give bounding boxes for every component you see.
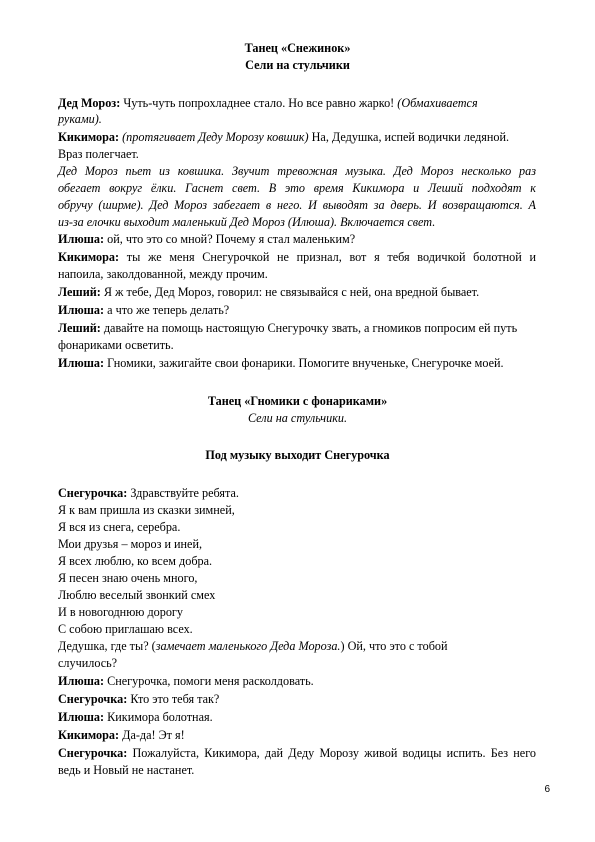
dialogue-line bbox=[58, 746, 536, 761]
poem-line: Мои друзья – мороз и иней, bbox=[58, 537, 203, 551]
page-number: 6 bbox=[544, 784, 550, 795]
speaker-name: Леший: bbox=[58, 321, 101, 335]
stage-direction-line: обегает вокруг ёлки. Гаснет свет. В это время Кикимора и Леший подходят к bbox=[58, 181, 536, 195]
speech-text-continued: ведь и Новый не настанет. bbox=[58, 763, 195, 777]
stage-note: (Обмахивается bbox=[397, 96, 478, 110]
speech-text-continued: напоила, заколдованной, между прочим. bbox=[58, 267, 268, 281]
poem-line: Я песен знаю очень много, bbox=[58, 571, 198, 585]
poem-line: Я всех люблю, ко всем добра. bbox=[58, 554, 213, 568]
speech-text-continued: Враз полегчает. bbox=[58, 147, 139, 161]
speech-text: давайте на помощь настоящую Снегурочку звать, а гномиков попросим ей путь bbox=[100, 321, 518, 335]
dialogue-line bbox=[58, 285, 479, 300]
speech-text: Здравствуйте ребята. bbox=[127, 486, 239, 500]
speech-text: На, Дедушка, испей водички ледяной. bbox=[308, 130, 510, 144]
stage-note: замечает маленького Деда Мороза. bbox=[155, 639, 341, 653]
speech-text: Дедушка, где ты? ( bbox=[58, 639, 156, 653]
speaker-name: Кикимора: bbox=[58, 728, 120, 742]
dialogue-line bbox=[58, 728, 185, 743]
section-subheading: Сели на стульчики bbox=[245, 58, 350, 72]
speech-text: ой, что это со мной? Почему я стал маленьким? bbox=[104, 232, 356, 246]
section-heading: Танец «Снежинок» bbox=[244, 41, 351, 55]
speech-text: ) Ой, что это с тобой bbox=[340, 639, 448, 653]
speaker-name: Леший: bbox=[58, 285, 101, 299]
stage-direction-line: обручу (ширме). Дед Мороз забегает в него. И выводят за дверь. И возвращаются. А bbox=[58, 198, 536, 212]
section-subheading: Сели на стульчики. bbox=[247, 411, 348, 425]
speech-text-continued: фонариками осветить. bbox=[58, 338, 174, 352]
stage-note-continued: руками). bbox=[58, 112, 102, 126]
speech-text: Пожалуйста, Кикимора, дай Деду Морозу живой водицы испить. Без него bbox=[127, 746, 536, 760]
dialogue-line bbox=[58, 250, 536, 265]
speaker-name: Илюша: bbox=[58, 303, 105, 317]
section-heading: Танец «Гномики с фонариками» bbox=[207, 394, 388, 408]
dialogue-line bbox=[58, 674, 314, 689]
speech-text: Да-да! Эт я! bbox=[119, 728, 185, 742]
dialogue-line bbox=[58, 130, 509, 145]
speech-text: ты же меня Снегурочкой не признал, вот я тебя водичкой болотной и bbox=[119, 250, 536, 264]
speech-text: Я ж тебе, Дед Мороз, говорил: не связывайся с ней, она вредной бывает. bbox=[100, 285, 480, 299]
speech-text-continued: случилось? bbox=[58, 656, 118, 670]
speaker-name: Снегурочка: bbox=[58, 746, 128, 760]
speaker-name: Илюша: bbox=[58, 674, 105, 688]
speech-text: а что же теперь делать? bbox=[104, 303, 230, 317]
speaker-name: Кикимора: bbox=[58, 130, 120, 144]
dialogue-line bbox=[58, 710, 213, 725]
speech-text: Снегурочка, помоги меня расколдовать. bbox=[104, 674, 314, 688]
speech-text: Кто это тебя так? bbox=[127, 692, 220, 706]
speech-text: Гномики, зажигайте свои фонарики. Помогите внученьке, Снегурочке моей. bbox=[104, 356, 504, 370]
stage-direction-line: Дед Мороз пьет из ковшика. Звучит тревожная музыка. Дед Мороз несколько раз bbox=[58, 164, 536, 178]
speech-text: Кикимора болотная. bbox=[104, 710, 213, 724]
speaker-name: Илюша: bbox=[58, 356, 105, 370]
poem-line: Люблю веселый звонкий смех bbox=[58, 588, 216, 602]
speaker-name: Дед Мороз: bbox=[58, 96, 121, 110]
dialogue-line bbox=[58, 486, 239, 501]
stage-direction-line: из-за елочки выходит маленький Дед Мороз (Илюша). Включается свет. bbox=[58, 215, 436, 229]
dialogue-line bbox=[58, 232, 355, 247]
speaker-name: Снегурочка: bbox=[58, 486, 128, 500]
dialogue-line bbox=[58, 96, 478, 111]
dialogue-line bbox=[58, 321, 517, 336]
speaker-name: Илюша: bbox=[58, 232, 105, 246]
poem-line: С собою приглашаю всех. bbox=[58, 622, 193, 636]
speech-text: Чуть-чуть попрохладнее стало. Но все равно жарко! bbox=[120, 96, 398, 110]
dialogue-line bbox=[58, 639, 448, 654]
dialogue-line bbox=[58, 692, 219, 707]
speaker-name: Снегурочка: bbox=[58, 692, 128, 706]
dialogue-line bbox=[58, 356, 504, 371]
dialogue-line bbox=[58, 303, 229, 318]
poem-line: И в новогоднюю дорогу bbox=[58, 605, 184, 619]
poem-line: Я вся из снега, серебра. bbox=[58, 520, 181, 534]
speaker-name: Илюша: bbox=[58, 710, 105, 724]
stage-note: (протягивает Деду Морозу ковшик) bbox=[119, 130, 309, 144]
section-heading: Под музыку выходит Снегурочка bbox=[205, 448, 390, 462]
poem-line: Я к вам пришла из сказки зимней, bbox=[58, 503, 235, 517]
speaker-name: Кикимора: bbox=[58, 250, 120, 264]
